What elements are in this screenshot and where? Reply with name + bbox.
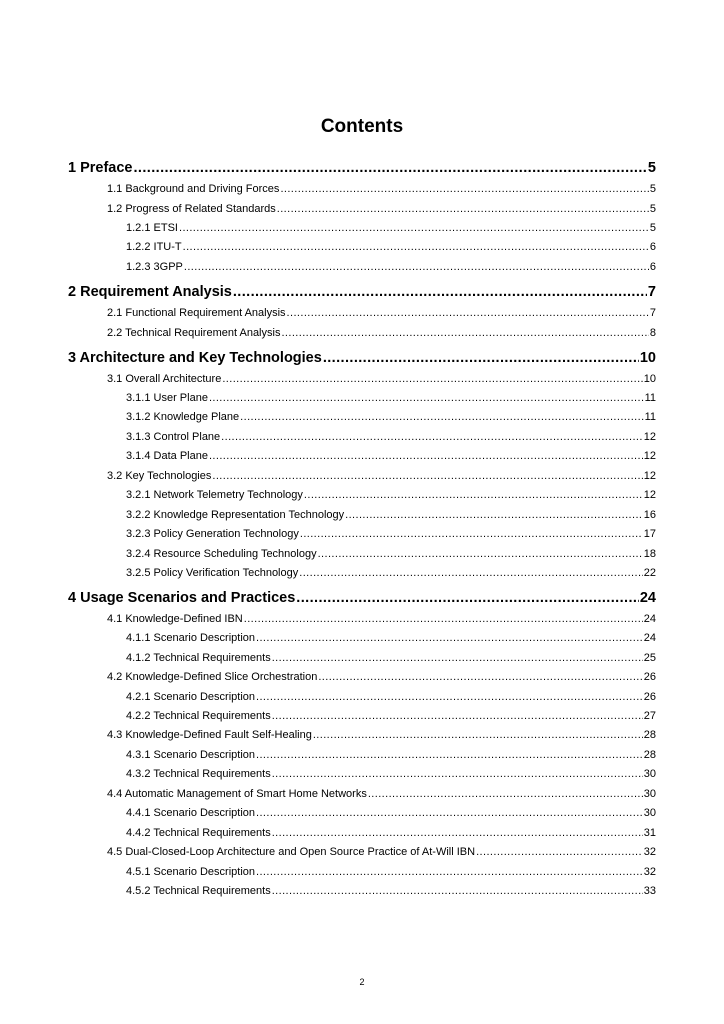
toc-entry-1-1[interactable] — [68, 182, 656, 196]
leader-dots — [272, 767, 643, 781]
leader-dots — [233, 283, 647, 301]
toc-entry-1-2-3[interactable] — [68, 260, 656, 274]
toc-entry-page: 33 — [643, 885, 656, 897]
toc-entry-text: 4.4.2 Technical Requirements — [126, 827, 271, 839]
toc-entry-text: 3.1.3 Control Plane — [126, 431, 221, 443]
toc-entry-page: 12 — [643, 431, 656, 443]
toc-entry-4-4[interactable] — [68, 787, 656, 801]
toc-entry-text: 4 Usage Scenarios and Practices — [68, 590, 296, 606]
toc-entry-page: 8 — [649, 327, 656, 339]
toc-entry-page: 18 — [643, 548, 656, 560]
toc-entry-text: 2.1 Functional Requirement Analysis — [107, 307, 286, 319]
toc-entry-4-3-1[interactable] — [68, 748, 656, 762]
toc-entry-1-2[interactable] — [68, 202, 656, 216]
toc-entry-page: 16 — [643, 509, 656, 521]
toc-entry-text: 2 Requirement Analysis — [68, 284, 232, 300]
toc-entry-page: 32 — [643, 866, 656, 878]
toc-entry-text: 2.2 Technical Requirement Analysis — [107, 327, 281, 339]
leader-dots — [323, 349, 639, 367]
toc-entry-text: 4.3.1 Scenario Description — [126, 749, 256, 761]
toc-entry-1[interactable] — [68, 159, 656, 177]
toc-entry-4-5-2[interactable] — [68, 884, 656, 898]
toc-entry-page: 30 — [643, 788, 656, 800]
toc-entry-page: 28 — [643, 749, 656, 761]
toc-entry-text: 4.4.1 Scenario Description — [126, 807, 256, 819]
leader-dots — [134, 159, 647, 177]
toc-entry-3-1-3[interactable] — [68, 430, 656, 444]
toc-entry-3-1-1[interactable] — [68, 391, 656, 405]
toc-entry-3-1-4[interactable] — [68, 449, 656, 463]
toc-entry-page: 31 — [643, 827, 656, 839]
toc-entry-page: 7 — [647, 284, 656, 300]
toc-entry-4-2[interactable] — [68, 670, 656, 684]
toc-entry-text: 4.3.2 Technical Requirements — [126, 768, 271, 780]
toc-entry-text: 1.2 Progress of Related Standards — [107, 203, 276, 215]
leader-dots — [272, 651, 643, 665]
leader-dots — [272, 826, 643, 840]
leader-dots — [240, 410, 643, 424]
leader-dots — [345, 508, 643, 522]
leader-dots — [184, 260, 649, 274]
leader-dots — [222, 372, 642, 386]
toc-entry-3-2-5[interactable] — [68, 566, 656, 580]
leader-dots — [313, 728, 643, 742]
toc-entry-3-2-3[interactable] — [68, 527, 656, 541]
toc-entry-text: 4.5.1 Scenario Description — [126, 866, 256, 878]
toc-entry-text: 3 Architecture and Key Technologies — [68, 350, 322, 366]
leader-dots — [272, 709, 643, 723]
toc-entry-text: 4.5 Dual-Closed-Loop Architecture and Open Source Practice of At-Will IBN — [107, 846, 476, 858]
toc-entry-page: 12 — [643, 470, 656, 482]
toc-entry-4-3[interactable] — [68, 728, 656, 742]
toc-entry-text: 3.1.2 Knowledge Plane — [126, 411, 240, 423]
toc-entry-page: 6 — [649, 261, 656, 273]
toc-entry-1-2-1[interactable] — [68, 221, 656, 235]
leader-dots — [318, 547, 643, 561]
toc-entry-4-1-2[interactable] — [68, 651, 656, 665]
toc-entry-text: 3.2.5 Policy Verification Technology — [126, 567, 299, 579]
toc-entry-page: 5 — [649, 222, 656, 234]
toc-entry-text: 3.2 Key Technologies — [107, 470, 212, 482]
toc-entry-text: 1.2.2 ITU-T — [126, 241, 182, 253]
toc-entry-4-5-1[interactable] — [68, 865, 656, 879]
leader-dots — [476, 845, 643, 859]
toc-entry-4-5[interactable] — [68, 845, 656, 859]
toc-entry-page: 10 — [639, 350, 656, 366]
leader-dots — [256, 690, 643, 704]
toc-entry-text: 4.4 Automatic Management of Smart Home Networks — [107, 788, 367, 800]
leader-dots — [318, 670, 642, 684]
toc-entry-4-3-2[interactable] — [68, 767, 656, 781]
leader-dots — [179, 221, 649, 235]
toc-entry-4-1[interactable] — [68, 612, 656, 626]
toc-entry-page: 24 — [643, 632, 656, 644]
toc-entry-page: 6 — [649, 241, 656, 253]
toc-entry-4-4-2[interactable] — [68, 826, 656, 840]
toc-entry-text: 4.3 Knowledge-Defined Fault Self-Healing — [107, 729, 312, 741]
toc-entry-text: 4.1 Knowledge-Defined IBN — [107, 613, 243, 625]
leader-dots — [256, 865, 643, 879]
toc-entry-1-2-2[interactable] — [68, 240, 656, 254]
toc-entry-3-2-4[interactable] — [68, 547, 656, 561]
leader-dots — [296, 589, 639, 607]
leader-dots — [272, 884, 643, 898]
toc-entry-page: 11 — [644, 411, 656, 423]
page-number: 2 — [359, 977, 365, 987]
leader-dots — [212, 469, 642, 483]
toc-entry-text: 3.1 Overall Architecture — [107, 373, 222, 385]
toc-entry-page: 11 — [644, 392, 656, 404]
toc-entry-page: 24 — [643, 613, 656, 625]
toc-entry-4-1-1[interactable] — [68, 631, 656, 645]
toc-entry-text: 1 Preface — [68, 160, 133, 176]
toc-entry-2-2[interactable] — [68, 326, 656, 340]
leader-dots — [277, 202, 649, 216]
toc-entry-text: 3.2.3 Policy Generation Technology — [126, 528, 299, 540]
toc-entry-3[interactable] — [68, 349, 656, 367]
toc-entry-text: 1.2.3 3GPP — [126, 261, 183, 273]
toc-entry-text: 3.2.2 Knowledge Representation Technology — [126, 509, 345, 521]
toc-entry-page: 12 — [643, 450, 656, 462]
toc-entry-page: 5 — [649, 203, 656, 215]
toc-entry-page: 22 — [643, 567, 656, 579]
leader-dots — [256, 748, 643, 762]
toc-entry-2[interactable] — [68, 283, 656, 301]
toc-entry-page: 26 — [643, 671, 656, 683]
toc-entry-4-2-1[interactable] — [68, 690, 656, 704]
toc-entry-text: 4.2.2 Technical Requirements — [126, 710, 271, 722]
toc-entry-page: 10 — [643, 373, 656, 385]
leader-dots — [221, 430, 643, 444]
toc-entry-3-2[interactable] — [68, 469, 656, 483]
toc-entry-3-2-1[interactable] — [68, 488, 656, 502]
leader-dots — [368, 787, 643, 801]
toc-entry-text: 3.2.1 Network Telemetry Technology — [126, 489, 303, 501]
toc-entry-text: 4.1.2 Technical Requirements — [126, 652, 271, 664]
toc-entry-text: 3.1.4 Data Plane — [126, 450, 208, 462]
toc-entry-page: 27 — [643, 710, 656, 722]
leader-dots — [256, 806, 643, 820]
leader-dots — [300, 527, 643, 541]
toc-entry-page: 5 — [647, 160, 656, 176]
leader-dots — [183, 240, 649, 254]
toc-entry-page: 24 — [639, 590, 656, 606]
leader-dots — [256, 631, 643, 645]
leader-dots — [304, 488, 643, 502]
toc-entry-4[interactable] — [68, 589, 656, 607]
toc-entry-3-2-2[interactable] — [68, 508, 656, 522]
toc-entry-text: 4.2 Knowledge-Defined Slice Orchestration — [107, 671, 318, 683]
toc-entry-text: 1.1 Background and Driving Forces — [107, 183, 280, 195]
leader-dots — [244, 612, 643, 626]
leader-dots — [287, 306, 649, 320]
toc-entry-page: 30 — [643, 768, 656, 780]
toc-entry-page: 28 — [643, 729, 656, 741]
toc-entry-text: 4.1.1 Scenario Description — [126, 632, 256, 644]
toc-entry-page: 26 — [643, 691, 656, 703]
toc-entry-page: 30 — [643, 807, 656, 819]
toc-entry-page: 7 — [649, 307, 656, 319]
leader-dots — [281, 326, 648, 340]
page-title: Contents — [320, 116, 404, 137]
toc-entry-page: 12 — [643, 489, 656, 501]
toc-entry-text: 3.1.1 User Plane — [126, 392, 208, 404]
toc-entry-4-4-1[interactable] — [68, 806, 656, 820]
toc-entry-2-1[interactable] — [68, 306, 656, 320]
toc-entry-text: 4.2.1 Scenario Description — [126, 691, 256, 703]
toc-entry-3-1-2[interactable] — [68, 410, 656, 424]
leader-dots — [209, 449, 643, 463]
toc-entry-text: 4.5.2 Technical Requirements — [126, 885, 271, 897]
leader-dots — [209, 391, 644, 405]
leader-dots — [280, 182, 648, 196]
toc-entry-page: 32 — [643, 846, 656, 858]
toc-entry-page: 25 — [643, 652, 656, 664]
toc-entry-4-2-2[interactable] — [68, 709, 656, 723]
toc-entry-text: 1.2.1 ETSI — [126, 222, 178, 234]
leader-dots — [299, 566, 643, 580]
toc-entry-page: 5 — [649, 183, 656, 195]
toc-entry-text: 3.2.4 Resource Scheduling Technology — [126, 548, 317, 560]
toc-entry-page: 17 — [643, 528, 656, 540]
toc-entry-3-1[interactable] — [68, 372, 656, 386]
